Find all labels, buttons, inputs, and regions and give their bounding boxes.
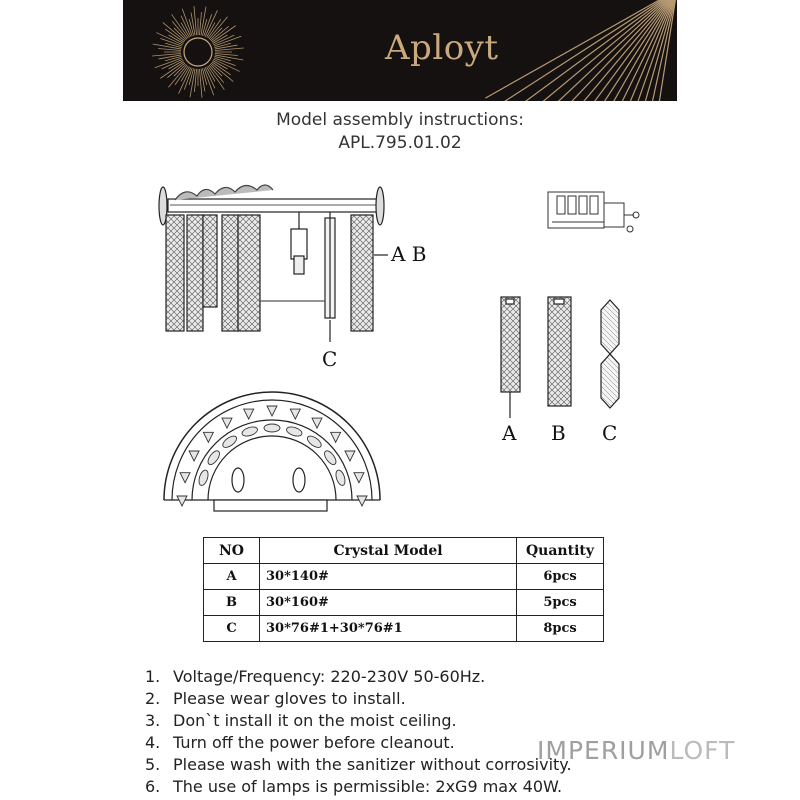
label-ab: A B	[391, 242, 427, 266]
lamp-top-view	[164, 392, 380, 511]
cell-model: 30*76#1+30*76#1	[260, 616, 517, 642]
page-title: Model assembly instructions:	[276, 110, 524, 130]
list-item: 2. Please wear gloves to install.	[145, 689, 406, 708]
cell-qty: 8pcs	[517, 616, 604, 642]
list-item: 3. Don`t install it on the moist ceiling.	[145, 711, 457, 730]
crystal-parts	[501, 297, 619, 418]
watermark: IMPERIUMLOFT	[537, 736, 736, 765]
list-item: 5. Please wash with the sanitizer without corrosivity.	[145, 755, 572, 774]
table-row	[204, 590, 604, 616]
table-header-row	[204, 538, 604, 564]
label-part-b: B	[551, 421, 566, 445]
label-part-c: C	[602, 421, 618, 445]
cell-model: 30*160#	[260, 590, 517, 616]
cell-no: A	[204, 564, 260, 590]
cell-no: B	[204, 590, 260, 616]
header-quantity: Quantity	[517, 538, 604, 564]
table-row	[204, 616, 604, 642]
header-crystal-model: Crystal Model	[260, 538, 517, 564]
crystal-spec-table	[203, 537, 604, 642]
cell-model: 30*140#	[260, 564, 517, 590]
list-item: 1. Voltage/Frequency: 220-230V 50-60Hz.	[145, 667, 486, 686]
cell-qty: 5pcs	[517, 590, 604, 616]
label-c-side: C	[322, 347, 338, 371]
wiring-diagram-icon	[548, 192, 639, 232]
lamp-side-view	[159, 185, 388, 342]
cell-qty: 6pcs	[517, 564, 604, 590]
table-row	[204, 564, 604, 590]
list-item: 6. The use of lamps is permissible: 2xG9 max 40W.	[145, 777, 563, 796]
model-number: APL.795.01.02	[338, 133, 462, 153]
label-part-a: A	[502, 421, 517, 445]
brand-logo-text: Aployt	[385, 28, 499, 68]
header-no: NO	[204, 538, 260, 564]
cell-no: C	[204, 616, 260, 642]
list-item: 4. Turn off the power before cleanout.	[145, 733, 455, 752]
instruction-notes	[145, 666, 572, 798]
